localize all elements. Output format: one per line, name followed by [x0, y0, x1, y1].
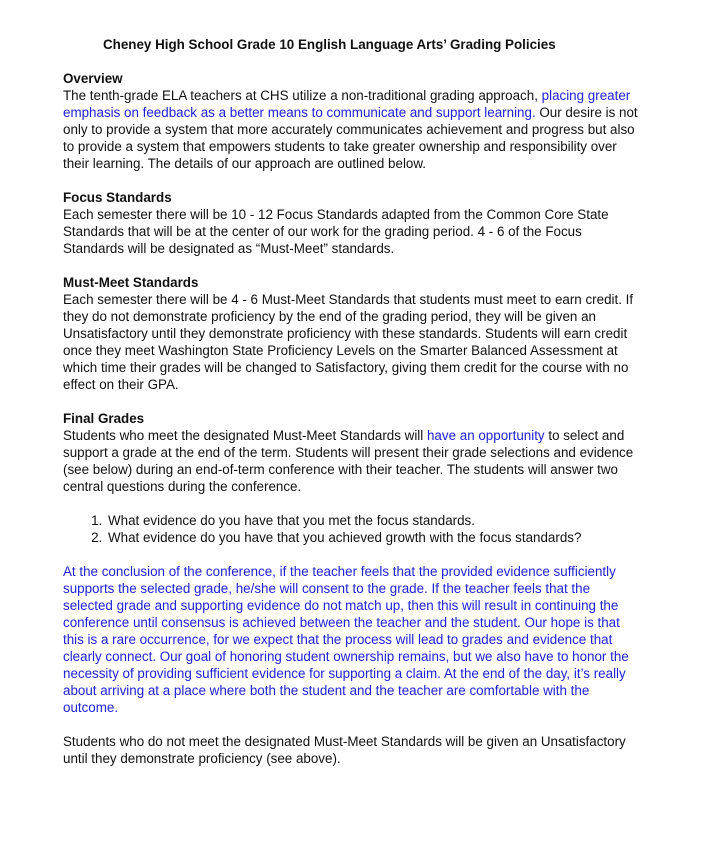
overview-highlight: placing greater emphasis on feedback as a better means to communicate and support learning. [63, 88, 631, 120]
overview-text-before: The tenth-grade ELA teachers at CHS utilize a non-traditional grading approach, [63, 88, 542, 103]
overview-paragraph [63, 87, 643, 172]
final-text-after: to select and support a grade at the end of the term. Students will present their grade selections and evidence (see below) during an end-of-term conference with their teacher. The students will answer two central questions during the conference. [63, 428, 634, 494]
document-title: Cheney High School Grade 10 English Language Arts’ Grading Policies [103, 37, 556, 52]
mustmeet-heading: Must-Meet Standards [63, 275, 199, 290]
final-heading: Final Grades [63, 411, 145, 426]
closing-paragraph: Students who do not meet the designated Must-Meet Standards will be given an Unsatisfactory until they demonstrate proficiency (see above). [63, 734, 626, 766]
document-page [63, 36, 643, 784]
final-paragraph [63, 427, 643, 495]
focus-paragraph: Each semester there will be 10 - 12 Focus Standards adapted from the Common Core State Standards that will be at the center of our work for the grading period. 4 - 6 of the Focus Standards will be designated as “Must-Meet” standards. [63, 207, 609, 256]
overview-text-after: Our desire is not only to provide a system that more accurately communicates achievement and progress but also to provide a system that empowers students to take greater ownership and responsibility over their learning. The details of our approach are outlined below. [63, 105, 638, 171]
list-item: 2. What evidence do you have that you achieved growth with the focus standards? [106, 529, 643, 546]
questions-list [63, 512, 643, 546]
list-item: 1. What evidence do you have that you met the focus standards. [106, 512, 643, 529]
conclusion-paragraph: At the conclusion of the conference, if the teacher feels that the provided evidence sufficiently supports the selected grade, he/she will consent to the grade. If the teacher feels that the selected grade and supporting evidence do not match up, then this will result in continuing the conference until consensus is achieved between the teacher and the student. Our hope is that this is a rare occurrence, for we expect that the process will lead to grades and evidence that clearly connect. Our goal of honoring student ownership remains, but we also have to honor the necessity of providing sufficient evidence for supporting a claim. At the end of the day, it’s really about arriving at a place where both the student and the teacher are comfortable with the outcome. [63, 564, 629, 715]
focus-heading: Focus Standards [63, 190, 172, 205]
overview-heading: Overview [63, 71, 123, 86]
final-section [63, 410, 643, 767]
overview-section [63, 70, 643, 172]
mustmeet-section [63, 274, 643, 393]
final-highlight: have an opportunity [426, 428, 545, 443]
mustmeet-paragraph: Each semester there will be 4 - 6 Must-Meet Standards that students must meet to earn credit. If they do not demonstrate proficiency by the end of the grading period, they will be given an Unsatisfactory until they demonstrate proficiency with these standards. Students will earn credit once they meet Washington State Proficiency Levels on the Smarter Balanced Assessment at which time their grades will be changed to Satisfactory, giving them credit for the course with no effect on their GPA. [63, 292, 634, 392]
focus-section [63, 189, 643, 257]
final-text-before: Students who meet the designated Must-Meet Standards will [63, 428, 427, 443]
